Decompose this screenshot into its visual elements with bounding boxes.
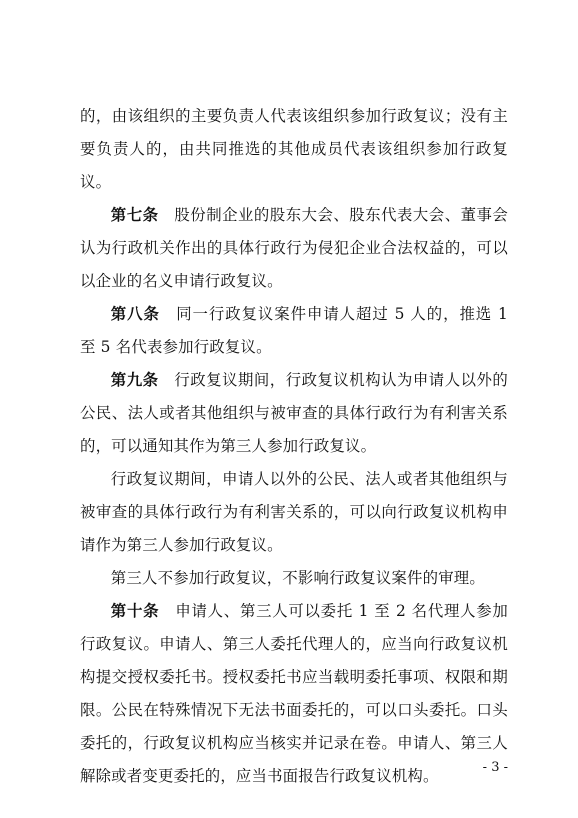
article-text: 同一行政复议案件申请人超过 5 人的，推选 1 至 5 名代表参加行政复议。 [80,305,508,356]
article-8 [80,298,508,364]
article-9 [80,364,508,463]
article-10 [80,595,508,793]
paragraph-text: 第三人不参加行政复议，不影响行政复议案件的审理。 [110,569,485,587]
article-text: 行政复议期间，行政复议机构认为申请人以外的公民、法人或者其他组织与被审查的具体行政行为有利害关系的，可以通知其作为第三人参加行政复议。 [80,371,508,455]
paragraph-text: 的，由该组织的主要负责人代表该组织参加行政复议；没有主要负责人的，由共同推选的其他成员代表该组织参加行政复议。 [80,107,508,191]
article-title: 第十条 [110,602,160,620]
article-title: 第七条 [110,206,159,224]
article-title: 第九条 [110,371,159,389]
article-text: 申请人、第三人可以委托 1 至 2 名代理人参加行政复议。申请人、第三人委托代理人的，应当向行政复议机构提交授权委托书。授权委托书应当载明委托事项、权限和期限。公民在特殊情况下无法书面委托的，可以口头委托。口头委托的，行政复议机构应当核实并记录在卷。申请人、第三人解除或者变更委托的，应当书面报告行政复议机构。 [80,602,508,785]
paragraph-continuation [80,100,508,199]
body-text [80,100,508,793]
article-9-paragraph-3 [80,562,508,595]
article-title: 第八条 [110,305,160,323]
article-7 [80,199,508,298]
page-number: - 3 - [482,760,508,775]
paragraph-text: 行政复议期间，申请人以外的公民、法人或者其他组织与被审查的具体行政行为有利害关系的，可以向行政复议机构申请作为第三人参加行政复议。 [80,470,508,554]
article-text: 股份制企业的股东大会、股东代表大会、董事会认为行政机关作出的具体行政行为侵犯企业合法权益的，可以以企业的名义申请行政复议。 [80,206,508,290]
article-9-paragraph-2 [80,463,508,562]
